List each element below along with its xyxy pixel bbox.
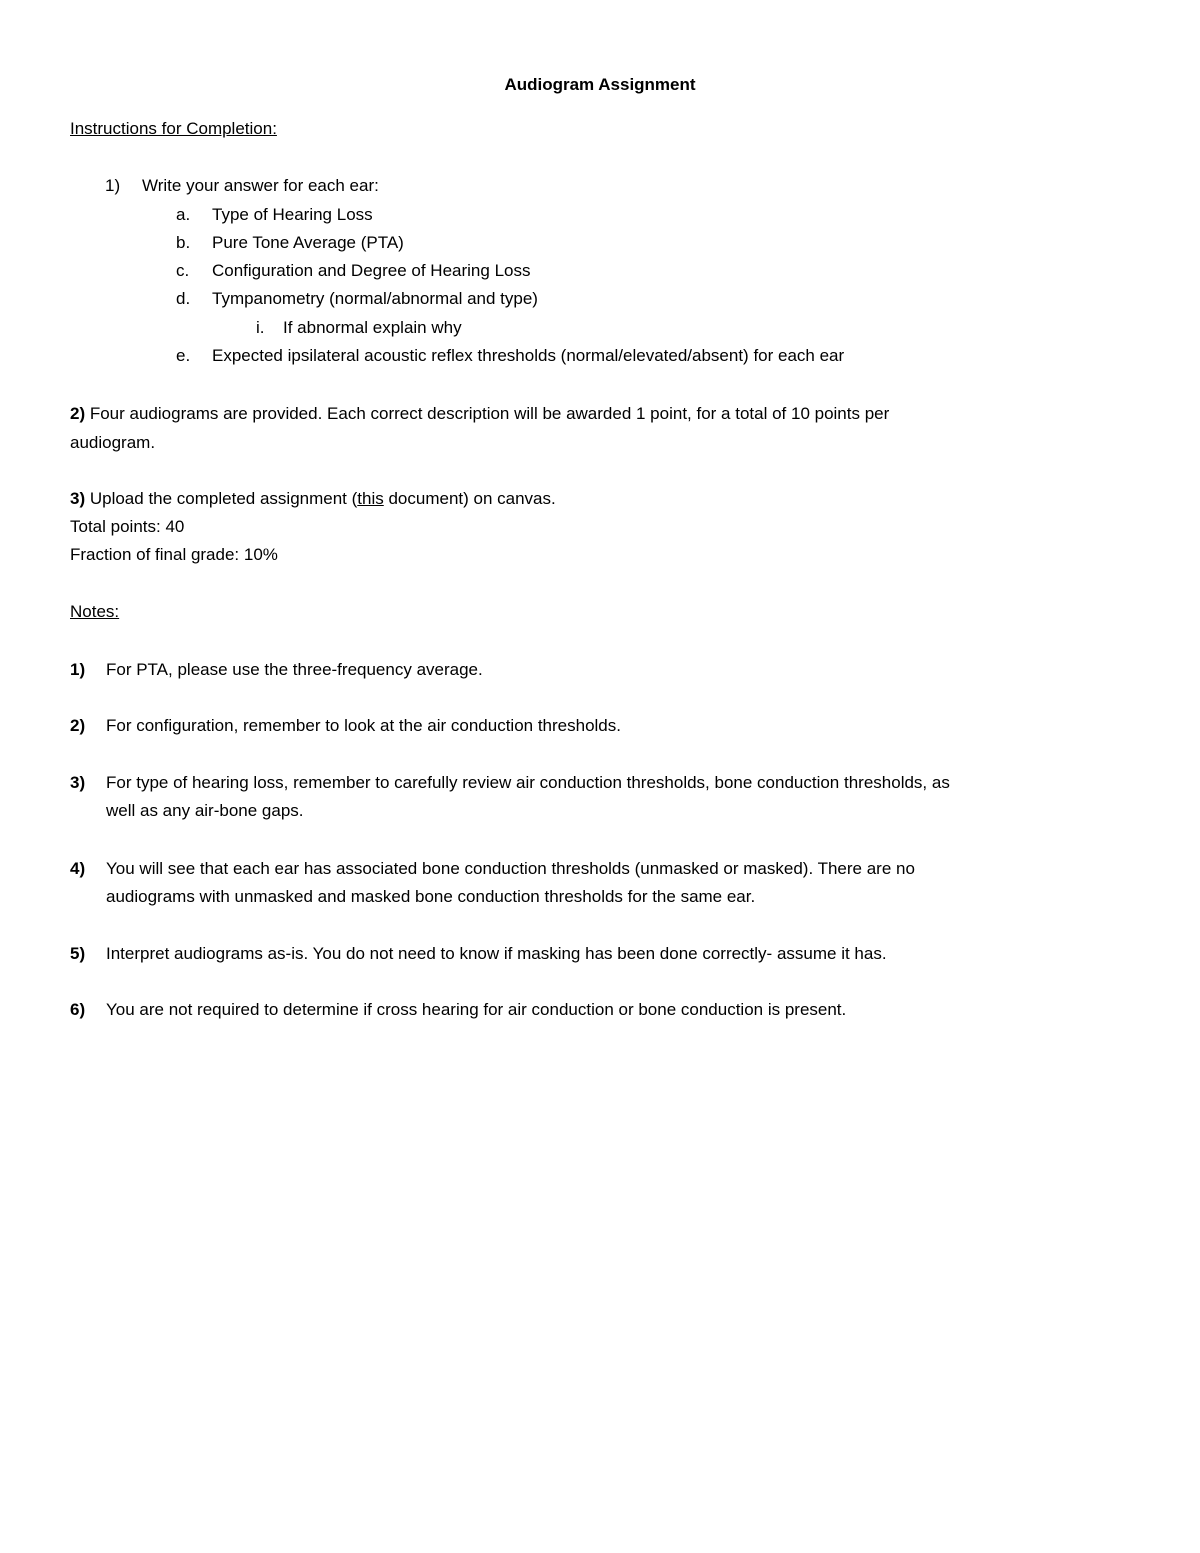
- sub-e-marker: e.: [176, 346, 191, 365]
- note-4-line2: audiograms with unmasked and masked bone conduction thresholds for the same ear.: [106, 887, 756, 906]
- note-4-line1: You will see that each ear has associated bone conduction thresholds (unmasked or masked). There are no: [106, 859, 915, 878]
- instruction-2-number: 2): [70, 404, 86, 423]
- sub-e-text: Expected ipsilateral acoustic reflex thresholds (normal/elevated/absent) for each ear: [212, 346, 845, 365]
- sub-i-text: If abnormal explain why: [283, 318, 462, 337]
- sub-b-text: Pure Tone Average (PTA): [212, 233, 404, 252]
- notes-heading: Notes:: [70, 602, 120, 621]
- note-3-line2: well as any air-bone gaps.: [106, 801, 304, 820]
- sub-i-marker: i.: [256, 318, 265, 337]
- instructions-heading: Instructions for Completion:: [70, 119, 277, 138]
- note-5-number: 5): [70, 944, 86, 963]
- note-2-number: 2): [70, 716, 86, 735]
- instruction-3: [70, 488, 556, 510]
- note-1-text: For PTA, please use the three-frequency average.: [106, 660, 483, 679]
- sub-b-marker: b.: [176, 233, 191, 252]
- note-5-text: Interpret audiograms as-is. You do not need to know if masking has been done correctly- assume it has.: [106, 944, 887, 963]
- sub-c-marker: c.: [176, 261, 190, 280]
- instruction-3-pre: Upload the completed assignment (: [85, 489, 358, 508]
- sub-a-text: Type of Hearing Loss: [212, 205, 373, 224]
- note-2-text: For configuration, remember to look at the air conduction thresholds.: [106, 716, 621, 735]
- instruction-3-number: 3): [70, 489, 86, 508]
- note-6-text: You are not required to determine if cross hearing for air conduction or bone conduction is present.: [106, 1000, 847, 1019]
- note-4-number: 4): [70, 859, 86, 878]
- instruction-1-text: Write your answer for each ear:: [142, 176, 379, 195]
- instruction-2: [70, 403, 889, 425]
- note-3-number: 3): [70, 773, 86, 792]
- total-points: Total points: 40: [70, 517, 185, 536]
- instruction-2-line1: Four audiograms are provided. Each correct description will be awarded 1 point, for a total of 10 points per: [85, 404, 890, 423]
- note-1-number: 1): [70, 660, 86, 679]
- sub-d-marker: d.: [176, 289, 191, 308]
- instruction-3-post: document) on canvas.: [383, 489, 556, 508]
- instruction-1-number: 1): [105, 176, 121, 195]
- instruction-2-line2: audiogram.: [70, 433, 156, 452]
- note-3-line1: For type of hearing loss, remember to carefully review air conduction thresholds, bone conduction thresholds, as: [106, 773, 950, 792]
- grade-fraction: Fraction of final grade: 10%: [70, 545, 278, 564]
- sub-c-text: Configuration and Degree of Hearing Loss: [212, 261, 531, 280]
- document-title: Audiogram Assignment: [504, 75, 696, 94]
- sub-d-text: Tympanometry (normal/abnormal and type): [212, 289, 538, 308]
- instruction-3-underlined: this: [357, 489, 384, 508]
- note-6-number: 6): [70, 1000, 86, 1019]
- sub-a-marker: a.: [176, 205, 191, 224]
